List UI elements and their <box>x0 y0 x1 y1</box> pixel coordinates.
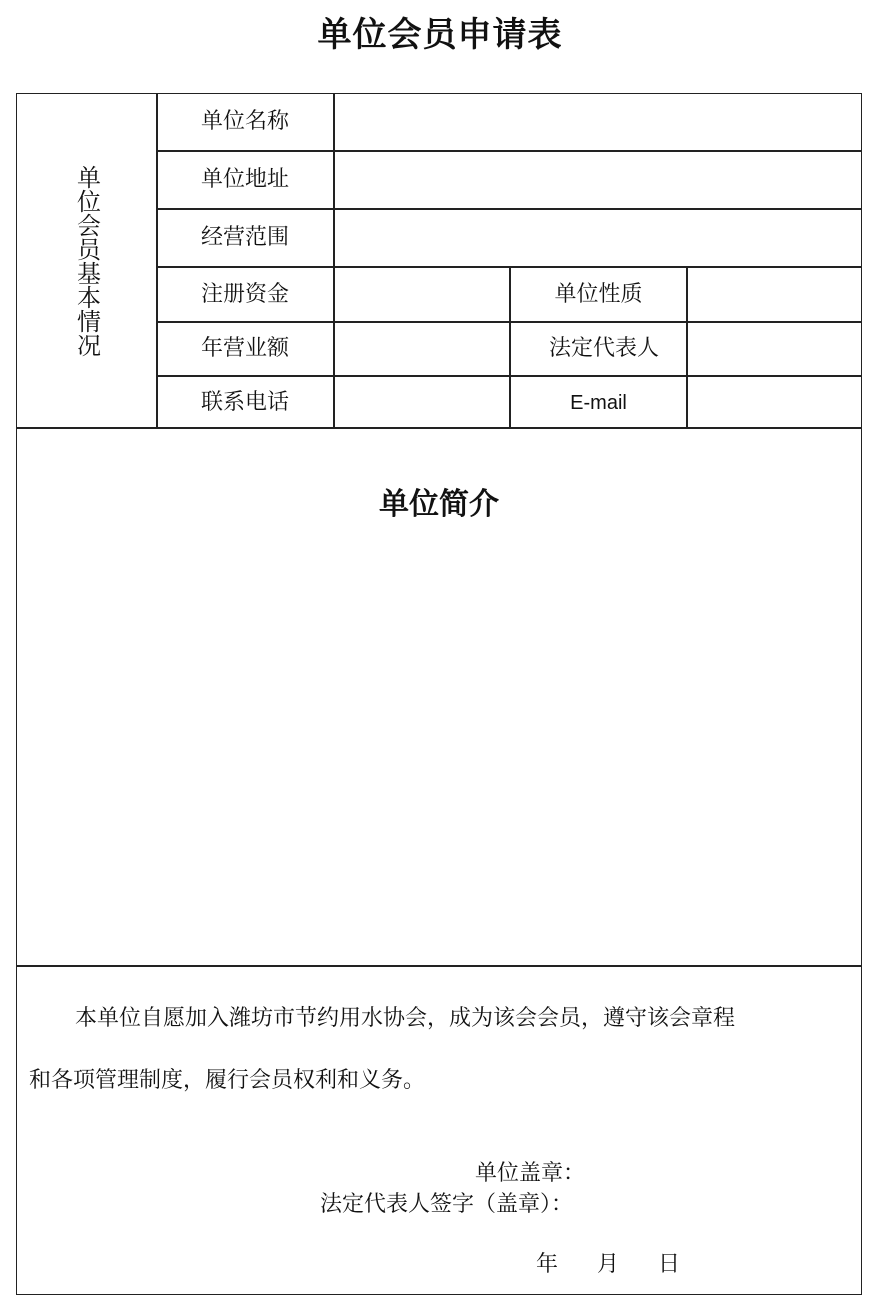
intro-title: 单位简介 <box>379 487 499 522</box>
contact-phone-label: 联系电话 <box>200 389 289 415</box>
unit-seal-label: 单位盖章： <box>475 1161 586 1186</box>
business-scope-label: 经营范围 <box>200 225 289 250</box>
pledge-line-2: 和各项管理制度，履行会员权利和义务。 <box>29 1068 426 1093</box>
contact-phone-field[interactable] <box>335 377 509 428</box>
date-month-label: 月 <box>597 1252 620 1277</box>
pledge-line-1: 本单位自愿加入潍坊市节约用水协会，成为该会会员，遵守该会章程 <box>75 1006 736 1031</box>
unit-nature-field[interactable] <box>688 268 861 321</box>
registered-capital-field[interactable] <box>335 268 509 321</box>
legal-representative-field[interactable] <box>688 323 861 375</box>
annual-revenue-label: 年营业额 <box>200 336 289 361</box>
annual-revenue-field[interactable] <box>335 323 509 375</box>
unit-name-field[interactable] <box>335 94 861 150</box>
email-label: E-mail <box>570 391 627 414</box>
divider <box>16 965 862 967</box>
email-field[interactable] <box>688 377 861 428</box>
unit-name-label: 单位名称 <box>200 109 289 134</box>
date-day-label: 日 <box>658 1252 681 1277</box>
registered-capital-label: 注册资金 <box>200 281 289 307</box>
unit-address-label: 单位地址 <box>200 167 289 192</box>
business-scope-field[interactable] <box>335 210 861 266</box>
form-title: 单位会员申请表 <box>317 15 563 55</box>
basic-info-section-label-text: 单位会员基本情况 <box>72 164 101 357</box>
basic-info-section-label <box>16 93 157 428</box>
intro-text-area[interactable] <box>30 545 850 950</box>
date-year-label: 年 <box>536 1252 559 1277</box>
unit-nature-label: 单位性质 <box>554 281 643 307</box>
legal-representative-label: 法定代表人 <box>548 336 659 361</box>
unit-address-field[interactable] <box>335 152 861 208</box>
legal-rep-signature-label: 法定代表人签字（盖章）： <box>320 1192 574 1217</box>
